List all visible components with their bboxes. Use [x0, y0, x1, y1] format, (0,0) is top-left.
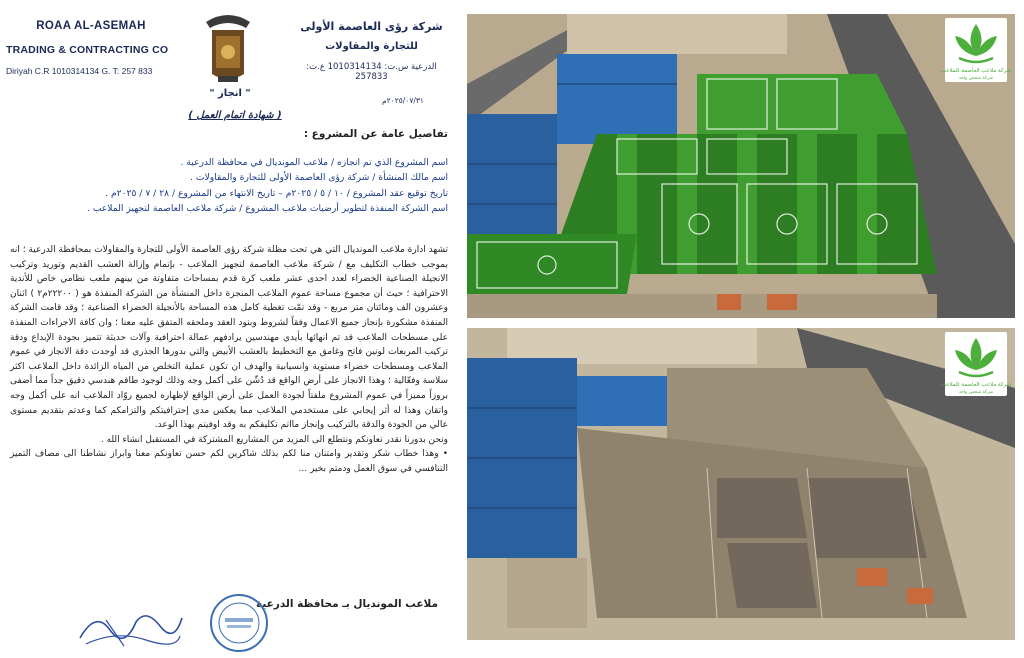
letterhead-english	[6, 20, 176, 76]
body-paragraph: ونحن بدورنا نقدر تعاونكم ونتطلع الى المزيد من المشاريع المشتركة في المستقبل انشاء الله .	[100, 434, 448, 445]
brand-name: شركة ملاعب العاصمة للملاعب	[940, 68, 1012, 74]
aerial-photo-after	[467, 14, 1015, 318]
stamp-seal-icon	[208, 592, 270, 654]
aerial-before-image-icon	[467, 328, 1015, 640]
company-name-en: ROAA AL-ASEMAH	[36, 20, 146, 32]
signature-title: ملاعب المونديال بـ محافظة الدرعية	[255, 598, 438, 610]
letter-body	[10, 243, 448, 477]
registration-ar: الدرعية س.ت: 1010314134 ع.ت: 257833	[306, 62, 437, 82]
brand-logo-overlay	[940, 332, 1012, 396]
aerial-photo-before	[467, 328, 1015, 640]
letterhead-arabic	[289, 20, 454, 82]
lotus-logo-icon	[940, 332, 1012, 396]
brand-sub: شركة شخص واحد	[958, 390, 994, 395]
lotus-logo-icon	[940, 18, 1012, 82]
company-name-ar: شركة رؤى العاصمة الأولى	[300, 20, 443, 33]
certificate-title: ( شهادة اتمام العمل )	[188, 110, 282, 121]
info-dates: تاريخ توقيع عقد المشروع / ١٠ / ٥ / ٢٠٢٥م – تاريخ الانتهاء من المشروع / ٢٨ / ٧ / ٢٠٢٥م .	[105, 187, 448, 199]
overview-heading: تفاصيل عامة عن المشروع :	[303, 128, 448, 140]
info-contractor: اسم الشركة المنفذة لتطوير أرضيات ملاعب المشروع / شركة ملاعب العاصمة لتجهيز الملاعب .	[86, 203, 448, 215]
achievement-label: " انجاز "	[209, 88, 251, 99]
body-paragraph: تشهد ادارة ملاعب المونديال التي هي تحت مظلة شركة رؤى العاصمة الأولى للتجارة والمقاولات بمحافظة الدرعية ؛ انه بموجب خطاب التكليف مع / شركة ملاعب العاصمة لتجهيز الملاعب - بإتمام وإزالة العشب القديم وتوريد وتركيب الانجيلة الصناعية الخضراء لعدد احدى عشر ملعب كرة قدم بمساحات متفاوتة من بينهم ملعب نظامي خاص للأندية الاحترافية ؛ حيث أن مجموع مساحة عموم الملاعب المنجزة داخل المنشأة من الشركة المنفذة هو ( ٢٢٢٠٠م٢ ) اثنان وعشرون الف ومائتان متر مربع - وقد تمّت تغطية كامل هذه المساحة بالأنجيلة الخضراء الصناعية ؛ وقد قامت الشركة المنفذة مشكورة بإنجاز جميع الاعمال وفقاً لشروط وبنود العقد وملحقه المتفق عليه معنا ؛ وان كافة الاجراءات المنفذة على مسطحات الملاعب قد تم انهائها بأيدي مهندسين يرادفهم عمالة احترافية وآلات حديثة تتميز بجودة الإبداع ودقة تركيب المربعات لونين فاتح وغامق مع التخطيط بالعشب الأبيض والتي بدورها الجذري قد أوجدت دقة الانجاز في عموم الملاعب ومسطحات خضراء مستوية وانسيابية والهدف ان تكون عملية التخلص من المياه الزائدة داخل الملاعب اكثر سلاسة وفعّالية ؛ وهذا الانجاز على أرض الواقع قد دُشّن على أكمل وجه وذلك لوجود طاقم هندسي دقيق جداً مما أضفى بروزاً مميزاً في عموم المشروع ملفتاً لجودة العمل على أرض الواقع لإظهاره لجميع روّاد الملاعب انه على أكمل وجه واتقان وهذا له أثر إيجابي على مستخدمي الملاعب مما يعكس مدى إحترافيتكم والتزامكم كما وعدتم بتقديم مستوى عالي من الجودة والدقة بالتركيب وإنجاز مااتم تكليفكم به وقد اوفيتم بهذا الوعد.	[10, 245, 448, 431]
handwritten-signature-icon	[76, 600, 186, 650]
info-owner: اسم مالك المنشأة / شركة رؤى العاصمة الأولى للتجارة والمقاولات .	[190, 172, 448, 184]
brand-sub: شركة شخص واحد	[958, 76, 994, 81]
registration-en: Diriyah C.R 1010314134 G. T: 257 833	[6, 66, 153, 76]
info-project-name: اسم المشروع الذي تم انجازه / ملاعب المونديال في محافظة الدرعية .	[180, 157, 448, 168]
company-type-ar: للتجارة والمقاولات	[325, 41, 418, 52]
brand-logo-overlay	[940, 18, 1012, 82]
company-type-en: TRADING & CONTRACTING CO	[6, 44, 169, 56]
company-logo-icon	[200, 8, 256, 88]
body-paragraph: • وهذا خطاب شكر وتقدير وامتنان منا لكم بذلك شاكرين لكم حسن تعاونكم معنا وابراز نشاطنا الى مصاف التميز التنافسي في سوق العمل ودمتم بخير ...	[10, 449, 448, 474]
brand-name: شركة ملاعب العاصمة للملاعب	[940, 382, 1012, 388]
project-info	[8, 155, 448, 217]
certificate-document	[0, 0, 462, 658]
letter-date: ٢٠٢٥/٠٧/٣١م	[382, 96, 424, 105]
aerial-after-image-icon	[467, 14, 1015, 318]
